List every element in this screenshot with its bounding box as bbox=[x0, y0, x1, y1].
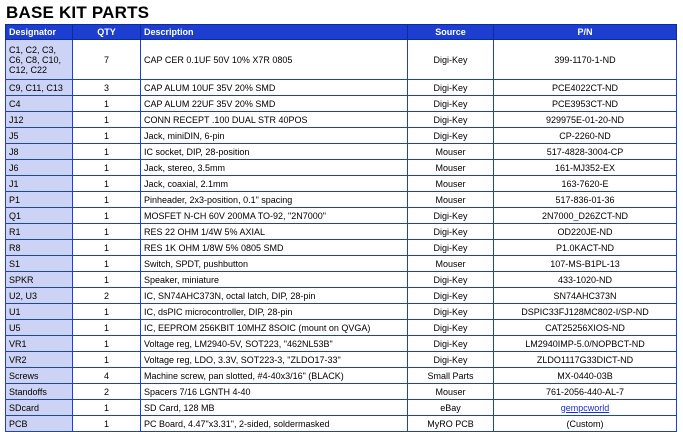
description-cell: CAP CER 0.1UF 50V 10% X7R 0805 bbox=[141, 40, 408, 80]
description-cell: IC, EEPROM 256KBIT 10MHZ 8SOIC (mount on QVGA) bbox=[141, 320, 408, 336]
designator-cell: SDcard bbox=[6, 400, 73, 416]
table-row bbox=[6, 256, 677, 272]
pn-cell: 107-MS-B1PL-13 bbox=[494, 256, 677, 272]
header-description: Description bbox=[141, 25, 408, 40]
source-cell: Mouser bbox=[408, 144, 494, 160]
pn-cell: CP-2260-ND bbox=[494, 128, 677, 144]
designator-cell: C4 bbox=[6, 96, 73, 112]
source-cell: Digi-Key bbox=[408, 240, 494, 256]
header-designator: Designator bbox=[6, 25, 73, 40]
pn-cell: LM2940IMP-5.0/NOPBCT-ND bbox=[494, 336, 677, 352]
table-row bbox=[6, 352, 677, 368]
qty-cell: 1 bbox=[73, 304, 141, 320]
qty-cell: 1 bbox=[73, 128, 141, 144]
designator-cell: J12 bbox=[6, 112, 73, 128]
source-cell: Mouser bbox=[408, 256, 494, 272]
table-row bbox=[6, 176, 677, 192]
description-cell: IC socket, DIP, 28-position bbox=[141, 144, 408, 160]
description-cell: CONN RECEPT .100 DUAL STR 40POS bbox=[141, 112, 408, 128]
table-row bbox=[6, 336, 677, 352]
designator-cell: J6 bbox=[6, 160, 73, 176]
designator-cell: R8 bbox=[6, 240, 73, 256]
designator-cell: C9, C11, C13 bbox=[6, 80, 73, 96]
description-cell: IC, SN74AHC373N, octal latch, DIP, 28-pin bbox=[141, 288, 408, 304]
pn-cell: 929975E-01-20-ND bbox=[494, 112, 677, 128]
pn-cell: MX-0440-03B bbox=[494, 368, 677, 384]
description-cell: RES 1K OHM 1/8W 5% 0805 SMD bbox=[141, 240, 408, 256]
designator-cell: VR1 bbox=[6, 336, 73, 352]
description-cell: SD Card, 128 MB bbox=[141, 400, 408, 416]
table-row bbox=[6, 96, 677, 112]
description-cell: Machine screw, pan slotted, #4-40x3/16" (BLACK) bbox=[141, 368, 408, 384]
pn-link[interactable]: gempcworld bbox=[560, 402, 610, 413]
description-cell: Switch, SPDT, pushbutton bbox=[141, 256, 408, 272]
qty-cell: 1 bbox=[73, 240, 141, 256]
designator-cell: U1 bbox=[6, 304, 73, 320]
pn-cell: SN74AHC373N bbox=[494, 288, 677, 304]
table-row bbox=[6, 304, 677, 320]
source-cell: Digi-Key bbox=[408, 352, 494, 368]
qty-cell: 1 bbox=[73, 96, 141, 112]
pn-cell: 163-7620-E bbox=[494, 176, 677, 192]
description-cell: MOSFET N-CH 60V 200MA TO-92, "2N7000" bbox=[141, 208, 408, 224]
description-cell: PC Board, 4.47"x3.31", 2-sided, soldermasked bbox=[141, 416, 408, 432]
table-row bbox=[6, 240, 677, 256]
source-cell: Small Parts bbox=[408, 368, 494, 384]
qty-cell: 1 bbox=[73, 400, 141, 416]
description-cell: CAP ALUM 22UF 35V 20% SMD bbox=[141, 96, 408, 112]
source-cell: Mouser bbox=[408, 192, 494, 208]
source-cell: Digi-Key bbox=[408, 304, 494, 320]
description-cell: Speaker, miniature bbox=[141, 272, 408, 288]
qty-cell: 1 bbox=[73, 336, 141, 352]
source-cell: Mouser bbox=[408, 384, 494, 400]
designator-cell: C1, C2, C3, C6, C8, C10, C12, C22 bbox=[6, 40, 73, 80]
source-cell: Digi-Key bbox=[408, 288, 494, 304]
source-cell: Digi-Key bbox=[408, 96, 494, 112]
pn-cell: P1.0KACT-ND bbox=[494, 240, 677, 256]
table-row bbox=[6, 384, 677, 400]
designator-cell: SPKR bbox=[6, 272, 73, 288]
table-row bbox=[6, 192, 677, 208]
description-cell: Voltage reg, LDO, 3.3V, SOT223-3, "ZLDO17-33" bbox=[141, 352, 408, 368]
table-row bbox=[6, 224, 677, 240]
header-row bbox=[6, 25, 677, 40]
description-cell: Jack, miniDIN, 6-pin bbox=[141, 128, 408, 144]
source-cell: Digi-Key bbox=[408, 80, 494, 96]
qty-cell: 1 bbox=[73, 352, 141, 368]
pn-cell: OD220JE-ND bbox=[494, 224, 677, 240]
qty-cell: 7 bbox=[73, 40, 141, 80]
source-cell: MyRO PCB bbox=[408, 416, 494, 432]
pn-cell: 2N7000_D26ZCT-ND bbox=[494, 208, 677, 224]
qty-cell: 1 bbox=[73, 224, 141, 240]
table-row bbox=[6, 416, 677, 432]
pn-cell: PCE4022CT-ND bbox=[494, 80, 677, 96]
qty-cell: 1 bbox=[73, 192, 141, 208]
designator-cell: VR2 bbox=[6, 352, 73, 368]
qty-cell: 4 bbox=[73, 368, 141, 384]
parts-rows bbox=[6, 40, 677, 432]
description-cell: RES 22 OHM 1/4W 5% AXIAL bbox=[141, 224, 408, 240]
source-cell: Digi-Key bbox=[408, 40, 494, 80]
table-row bbox=[6, 128, 677, 144]
pn-cell: 517-836-01-36 bbox=[494, 192, 677, 208]
designator-cell: J8 bbox=[6, 144, 73, 160]
designator-cell: S1 bbox=[6, 256, 73, 272]
source-cell: Digi-Key bbox=[408, 320, 494, 336]
table-row bbox=[6, 272, 677, 288]
qty-cell: 2 bbox=[73, 384, 141, 400]
qty-cell: 1 bbox=[73, 112, 141, 128]
designator-cell: U2, U3 bbox=[6, 288, 73, 304]
description-cell: Jack, coaxial, 2.1mm bbox=[141, 176, 408, 192]
source-cell: Digi-Key bbox=[408, 128, 494, 144]
source-cell: Mouser bbox=[408, 176, 494, 192]
description-cell: Voltage reg, LM2940-5V, SOT223, "462NL53B" bbox=[141, 336, 408, 352]
qty-cell: 3 bbox=[73, 80, 141, 96]
description-cell: Jack, stereo, 3.5mm bbox=[141, 160, 408, 176]
pn-cell: (Custom) bbox=[494, 416, 677, 432]
source-cell: Digi-Key bbox=[408, 224, 494, 240]
parts-table bbox=[5, 24, 677, 432]
table-row bbox=[6, 80, 677, 96]
designator-cell: U5 bbox=[6, 320, 73, 336]
qty-cell: 1 bbox=[73, 208, 141, 224]
header-qty: QTY bbox=[73, 25, 141, 40]
header-pn: P/N bbox=[494, 25, 677, 40]
pn-cell: 517-4828-3004-CP bbox=[494, 144, 677, 160]
page-title: BASE KIT PARTS bbox=[6, 3, 150, 22]
pn-cell: CAT25256XIOS-ND bbox=[494, 320, 677, 336]
description-cell: Pinheader, 2x3-position, 0.1" spacing bbox=[141, 192, 408, 208]
designator-cell: PCB bbox=[6, 416, 73, 432]
description-cell: IC, dsPIC microcontroller, DIP, 28-pin bbox=[141, 304, 408, 320]
pn-cell: 399-1170-1-ND bbox=[494, 40, 677, 80]
designator-cell: J1 bbox=[6, 176, 73, 192]
table-row bbox=[6, 288, 677, 304]
header-source: Source bbox=[408, 25, 494, 40]
qty-cell: 1 bbox=[73, 176, 141, 192]
source-cell: Digi-Key bbox=[408, 336, 494, 352]
designator-cell: Standoffs bbox=[6, 384, 73, 400]
table-row bbox=[6, 208, 677, 224]
pn-cell: 161-MJ352-EX bbox=[494, 160, 677, 176]
qty-cell: 1 bbox=[73, 416, 141, 432]
description-cell: CAP ALUM 10UF 35V 20% SMD bbox=[141, 80, 408, 96]
qty-cell: 1 bbox=[73, 272, 141, 288]
designator-cell: P1 bbox=[6, 192, 73, 208]
description-cell: Spacers 7/16 LGNTH 4-40 bbox=[141, 384, 408, 400]
source-cell: Digi-Key bbox=[408, 112, 494, 128]
table-row bbox=[6, 40, 677, 80]
qty-cell: 1 bbox=[73, 160, 141, 176]
qty-cell: 1 bbox=[73, 320, 141, 336]
table-row bbox=[6, 320, 677, 336]
designator-cell: J5 bbox=[6, 128, 73, 144]
pn-cell: 433-1020-ND bbox=[494, 272, 677, 288]
pn-cell: ZLDO1117G33DICT-ND bbox=[494, 352, 677, 368]
source-cell: Digi-Key bbox=[408, 208, 494, 224]
table-row bbox=[6, 400, 677, 416]
pn-cell: 761-2056-440-AL-7 bbox=[494, 384, 677, 400]
source-cell: Digi-Key bbox=[408, 272, 494, 288]
table-row bbox=[6, 368, 677, 384]
table-row bbox=[6, 144, 677, 160]
designator-cell: Screws bbox=[6, 368, 73, 384]
source-cell: eBay bbox=[408, 400, 494, 416]
table-row bbox=[6, 160, 677, 176]
qty-cell: 2 bbox=[73, 288, 141, 304]
table-row bbox=[6, 112, 677, 128]
qty-cell: 1 bbox=[73, 144, 141, 160]
pn-cell: PCE3953CT-ND bbox=[494, 96, 677, 112]
designator-cell: Q1 bbox=[6, 208, 73, 224]
pn-cell bbox=[494, 400, 677, 416]
pn-cell: DSPIC33FJ128MC802-I/SP-ND bbox=[494, 304, 677, 320]
source-cell: Mouser bbox=[408, 160, 494, 176]
qty-cell: 1 bbox=[73, 256, 141, 272]
designator-cell: R1 bbox=[6, 224, 73, 240]
